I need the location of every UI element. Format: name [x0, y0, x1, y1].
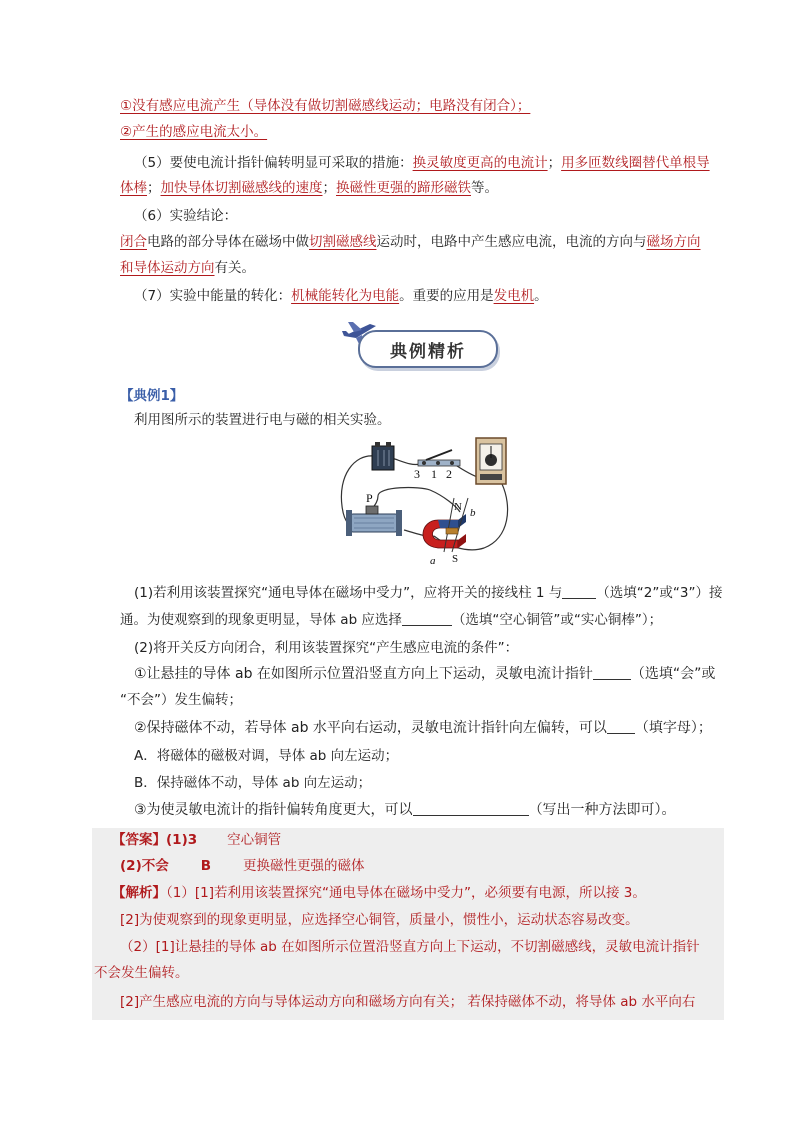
text: 有关。 [214, 260, 255, 276]
section-banner [358, 330, 498, 368]
end-b-label: b [470, 507, 476, 519]
measure-d: 换磁性更强的蹄形磁铁 [336, 180, 471, 196]
measure-b-cont: 体棒 [120, 180, 147, 196]
energy-conversion: 机械能转化为电能 [291, 288, 400, 304]
answer-blank [413, 801, 529, 816]
answer-tag: 【答案】 [112, 832, 166, 848]
analysis-line-5: [2]产生感应电流的方向与导体运动方向和磁场方向有关； 若保持磁体不动，将导体 ab 水平向右 [120, 994, 696, 1010]
apparatus-figure [334, 436, 524, 572]
option-A: A．将磁体的磁极对调，导体 ab 向左运动； [134, 748, 399, 764]
sep: ； [147, 180, 161, 196]
answer-blank [607, 719, 635, 734]
analysis-text: （1）[1]若利用该装置探究“通电导体在磁场中受力”，必须要有电源，所以接 3。 [166, 885, 646, 901]
wire [392, 458, 420, 465]
question-2-3 [134, 800, 676, 820]
sep: ； [547, 155, 562, 171]
text: ③为使灵敏电流计的指针偏转角度更大，可以 [134, 802, 413, 818]
battery-icon [372, 446, 394, 470]
analysis-tag: 【解析】 [112, 885, 166, 901]
text: 运动时，电路中产生感应电流，电流的方向与 [376, 234, 647, 250]
text: （写出一种方法即可）。 [528, 802, 676, 818]
question-1-line-2 [120, 610, 662, 630]
answer-choice: B [200, 858, 212, 874]
answer-num: (2)不会 [120, 858, 169, 874]
pole-N-label: N [454, 501, 462, 513]
measures-line-2 [120, 178, 498, 198]
cut-field-lines: 切割磁感线 [309, 234, 377, 250]
terminal-1-label: 1 [431, 467, 437, 481]
banner-title: 典例精析 [390, 341, 466, 362]
text: ①让悬挂的导体 ab 在如图所示位置沿竖直方向上下运动，灵敏电流计指针 [134, 666, 593, 682]
energy-line [134, 286, 548, 306]
measure-b: 用多匝数线圈替代单根导 [561, 155, 710, 171]
answer-blank [562, 584, 596, 599]
answer-blank [593, 665, 631, 680]
analysis-line-4: 不会发生偏转。 [94, 965, 189, 981]
reason-2: ②产生的感应电流太小。 [120, 124, 268, 140]
text: （填字母）； [634, 720, 712, 736]
analysis-line-2: [2]为使观察到的现象更明显，应选择空心铜管，质量小，惯性小，运动状态容易改变。 [120, 912, 639, 928]
example-tag: 【典例1】 [120, 388, 184, 404]
pole-S-label: S [452, 553, 459, 565]
end-a-label: a [430, 555, 436, 567]
field-direction: 磁场方向 [646, 234, 701, 250]
example-intro: 利用图所示的装置进行电与磁的相关实验。 [134, 412, 391, 428]
closed-word: 闭合 [120, 234, 147, 250]
measures-line-1 [134, 153, 710, 173]
question-2-1-line-2: “不会”）发生偏转； [120, 692, 242, 708]
slider [366, 506, 378, 514]
text: （选填“会”或 [630, 666, 716, 682]
conclusion-line-1 [120, 232, 701, 252]
text: ②保持磁体不动，若导体 ab 水平向右运动，灵敏电流计指针向左偏转，可以 [134, 720, 607, 736]
analysis-line-3: （2）[1]让悬挂的导体 ab 在如图所示位置沿竖直方向上下运动，不切割磁感线，灵敏电流计指针 [120, 939, 700, 955]
battery-terminal [375, 442, 380, 447]
reason-1: ①没有感应电流产生（导体没有做切割磁感线运动；电路没有闭合）； [120, 98, 531, 114]
application: 发电机 [493, 288, 535, 304]
question-2-2 [134, 718, 712, 738]
answer-line-2 [120, 856, 365, 876]
terminal-2-label: 2 [446, 467, 452, 481]
question-2: (2)将开关反方向闭合，利用该装置探究“产生感应电流的条件”： [134, 640, 519, 656]
wire [370, 488, 460, 512]
slider-P-label: P [366, 491, 373, 505]
text: （选填“2”或“3”）接 [596, 585, 723, 601]
answer-num: (1)3 [166, 832, 198, 848]
question-2-1-line-1 [134, 664, 715, 684]
measures-label: （5）要使电流计指针偏转明显可采取的措施： [134, 155, 413, 171]
motion-direction: 和导体运动方向 [120, 260, 215, 276]
answer-value: 更换磁性更强的磁体 [243, 858, 365, 874]
text: 。 [534, 288, 548, 304]
text: 通。为使观察到的现象更明显，导体 ab 应选择 [120, 612, 402, 628]
answer-value: 空心铜管 [227, 832, 282, 848]
text: （选填“空心铜管”或“实心铜棒”）； [451, 612, 663, 628]
energy-label: （7）实验中能量的转化： [134, 288, 292, 304]
answer-blank [402, 611, 452, 626]
text: 电路的部分导体在磁场中做 [147, 234, 309, 250]
conclusion-label: （6）实验结论： [134, 208, 238, 224]
measure-c: 加快导体切割磁感线的速度 [160, 180, 323, 196]
text: 。重要的应用是 [399, 288, 494, 304]
text: (1)若利用该装置探究“通电导体在磁场中受力”，应将开关的接线柱 1 与 [134, 585, 563, 601]
switch-blade [426, 450, 452, 460]
answer-line-1 [112, 830, 281, 850]
battery-terminal [386, 442, 391, 447]
question-1-line-1 [134, 583, 722, 603]
conclusion-line-2 [120, 258, 255, 278]
analysis-line-1 [112, 883, 646, 903]
sep: ； [322, 180, 336, 196]
measure-a: 换灵敏度更高的电流计 [412, 155, 548, 171]
option-B: B．保持磁体不动，导体 ab 向左运动； [134, 775, 372, 791]
text-end: 等。 [471, 180, 498, 196]
conductor-ab [446, 528, 458, 534]
terminal-3-label: 3 [414, 467, 420, 481]
